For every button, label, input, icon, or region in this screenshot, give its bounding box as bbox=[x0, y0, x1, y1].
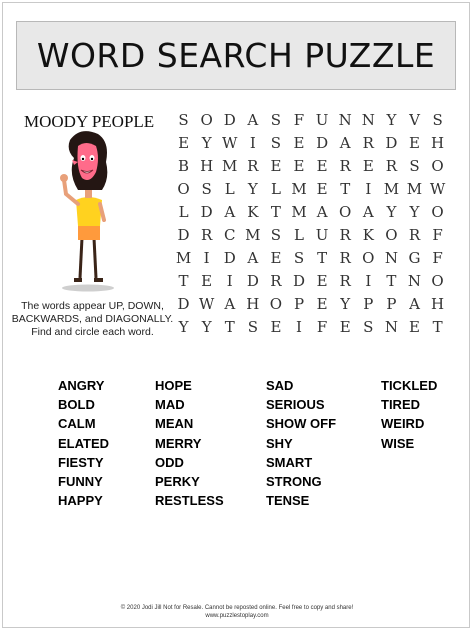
grid-letter[interactable]: M bbox=[222, 156, 238, 175]
grid-letter[interactable]: E bbox=[270, 156, 282, 175]
grid-letter[interactable]: S bbox=[432, 110, 443, 129]
grid-letter[interactable]: N bbox=[384, 249, 398, 268]
grid-letter[interactable]: S bbox=[178, 110, 189, 129]
title-banner bbox=[16, 21, 456, 90]
grid-letter[interactable]: E bbox=[409, 318, 420, 337]
grid-letter[interactable]: O bbox=[431, 272, 444, 291]
grid-letter[interactable]: D bbox=[385, 133, 398, 152]
grid-letter[interactable]: M bbox=[291, 179, 307, 198]
grid-letter[interactable]: D bbox=[223, 249, 236, 268]
word-list-item: ANGRY bbox=[58, 378, 105, 393]
grid-letter[interactable]: C bbox=[223, 226, 236, 245]
grid-letter[interactable]: H bbox=[431, 133, 445, 152]
grid-letter[interactable]: F bbox=[432, 226, 443, 245]
grid-letter[interactable]: E bbox=[178, 133, 190, 152]
grid-letter[interactable]: D bbox=[246, 272, 259, 291]
grid-letter[interactable]: K bbox=[362, 226, 374, 245]
grid-letter[interactable]: R bbox=[339, 226, 351, 245]
grid-letter[interactable]: I bbox=[203, 249, 210, 268]
grid-letter[interactable]: A bbox=[247, 110, 259, 129]
grid-letter[interactable]: N bbox=[361, 110, 375, 129]
word-list-column-3 bbox=[266, 376, 336, 510]
grid-letter[interactable]: H bbox=[431, 295, 445, 314]
word-list-item: WISE bbox=[381, 435, 415, 451]
grid-letter[interactable]: I bbox=[249, 133, 256, 152]
grid-letter[interactable]: R bbox=[270, 272, 282, 291]
letter-grid bbox=[172, 108, 449, 339]
grid-letter[interactable]: E bbox=[339, 318, 351, 337]
grid-letter[interactable]: Y bbox=[201, 133, 212, 152]
grid-letter[interactable]: L bbox=[270, 179, 281, 198]
grid-letter[interactable]: I bbox=[365, 179, 372, 198]
word-list-item: STRONG bbox=[266, 473, 322, 489]
grid-letter[interactable]: A bbox=[316, 202, 328, 221]
grid-letter[interactable]: D bbox=[293, 272, 306, 291]
grid-letter[interactable]: E bbox=[270, 318, 282, 337]
grid-letter[interactable]: E bbox=[201, 272, 213, 291]
grid-letter[interactable]: S bbox=[363, 318, 374, 337]
word-list-item: TIRED bbox=[381, 397, 420, 413]
grid-letter[interactable]: T bbox=[317, 249, 328, 268]
grid-letter[interactable]: E bbox=[316, 156, 328, 175]
grid-letter[interactable]: D bbox=[316, 133, 329, 152]
grid-letter[interactable]: O bbox=[431, 156, 444, 175]
grid-letter[interactable]: S bbox=[293, 249, 305, 268]
grid-letter[interactable]: A bbox=[409, 295, 420, 314]
grid-letter[interactable]: Y bbox=[247, 179, 258, 198]
grid-letter[interactable]: Y bbox=[178, 318, 189, 337]
word-list-item: MERRY bbox=[155, 435, 202, 451]
instructions-line-3: Find and circle each word. bbox=[31, 326, 154, 338]
grid-letter[interactable]: D bbox=[177, 226, 190, 245]
grid-letter[interactable]: L bbox=[294, 226, 304, 245]
grid-letter[interactable]: O bbox=[385, 226, 398, 245]
grid-letter[interactable]: N bbox=[407, 272, 422, 291]
grid-letter[interactable]: O bbox=[339, 202, 352, 221]
grid-letter[interactable]: O bbox=[200, 110, 213, 129]
grid-letter[interactable]: T bbox=[224, 318, 235, 337]
grid-letter[interactable]: F bbox=[432, 249, 443, 268]
grid-letter[interactable]: H bbox=[246, 295, 260, 314]
grid-letter[interactable]: N bbox=[338, 110, 352, 129]
word-list-column-4 bbox=[381, 376, 437, 453]
grid-letter[interactable]: U bbox=[315, 226, 329, 245]
grid-letter[interactable]: D bbox=[223, 110, 236, 129]
word-list-item: ODD bbox=[155, 454, 184, 470]
grid-letter[interactable]: B bbox=[178, 156, 190, 175]
grid-letter[interactable]: F bbox=[316, 318, 328, 337]
grid-letter[interactable]: K bbox=[247, 202, 259, 221]
grid-letter[interactable]: R bbox=[339, 272, 351, 291]
grid-letter[interactable]: L bbox=[224, 179, 235, 198]
word-list-item: BOLD bbox=[58, 397, 95, 413]
grid-letter[interactable]: T bbox=[432, 318, 443, 337]
grid-letter[interactable]: O bbox=[177, 179, 190, 198]
word-list-item: TICKLED bbox=[381, 378, 438, 393]
grid-letter[interactable]: R bbox=[408, 226, 421, 245]
word-list-item: SMART bbox=[266, 454, 313, 470]
grid-letter[interactable]: T bbox=[270, 202, 281, 221]
grid-letter[interactable]: R bbox=[362, 133, 374, 152]
grid-letter[interactable]: S bbox=[270, 110, 282, 129]
word-list-item: SHOW OFF bbox=[266, 416, 337, 432]
grid-letter[interactable]: E bbox=[316, 272, 328, 291]
grid-letter[interactable]: G bbox=[408, 249, 421, 268]
footer-url: www.puzzlestoplay.com bbox=[205, 613, 269, 619]
grid-letter[interactable]: Y bbox=[386, 202, 397, 221]
word-list-item: MEAN bbox=[155, 416, 194, 432]
grid-letter[interactable]: Y bbox=[201, 318, 212, 337]
grid-letter[interactable]: L bbox=[178, 202, 189, 221]
grid-letter[interactable]: S bbox=[409, 156, 420, 175]
instructions-line-2: BACKWARDS, and DIAGONALLY. bbox=[11, 313, 174, 325]
grid-letter[interactable]: T bbox=[386, 272, 397, 291]
grid-letter[interactable]: A bbox=[362, 202, 374, 221]
grid-letter[interactable]: A bbox=[339, 133, 351, 152]
grid-letter[interactable]: O bbox=[362, 249, 375, 268]
grid-letter[interactable]: P bbox=[293, 295, 305, 314]
grid-letter[interactable]: Y bbox=[386, 110, 397, 129]
grid-letter[interactable]: W bbox=[429, 179, 446, 198]
puzzle-subtitle: MOODY PEOPLE bbox=[24, 112, 155, 131]
grid-letter[interactable]: Y bbox=[340, 295, 351, 314]
grid-letter[interactable]: P bbox=[363, 295, 374, 314]
word-list-item: RESTLESS bbox=[155, 493, 224, 509]
grid-letter[interactable]: M bbox=[245, 226, 261, 245]
grid-letter[interactable]: V bbox=[409, 110, 420, 129]
grid-letter[interactable]: P bbox=[386, 295, 397, 314]
word-list-item: PERKY bbox=[155, 473, 200, 489]
grid-letter[interactable]: W bbox=[198, 295, 215, 314]
word-list-item: TENSE bbox=[266, 493, 310, 509]
word-list-item: WEIRD bbox=[381, 416, 425, 432]
grid-letter[interactable]: F bbox=[293, 110, 305, 129]
grid-letter[interactable]: S bbox=[270, 133, 282, 152]
grid-letter[interactable]: I bbox=[296, 318, 302, 337]
grid-letter[interactable]: S bbox=[270, 226, 282, 245]
grid-letter[interactable]: M bbox=[291, 202, 307, 221]
footer-copyright: © 2020 Jodi Jill Not for Resale. Cannot be reposted online. Feel free to copy and share! bbox=[120, 605, 354, 611]
word-list-item: FUNNY bbox=[58, 473, 103, 489]
grid-letter[interactable]: O bbox=[269, 295, 283, 314]
grid-letter[interactable]: D bbox=[200, 202, 213, 221]
grid-letter[interactable]: I bbox=[226, 272, 233, 291]
grid-letter[interactable]: I bbox=[365, 272, 372, 291]
grid-letter[interactable]: E bbox=[293, 133, 305, 152]
word-list-item: HAPPY bbox=[58, 493, 103, 509]
word-list-item: CALM bbox=[58, 416, 96, 432]
word-list-column-2 bbox=[155, 376, 224, 510]
grid-letter[interactable]: M bbox=[406, 179, 423, 198]
footer bbox=[0, 604, 474, 620]
word-list-item: HOPE bbox=[155, 378, 192, 393]
grid-letter[interactable]: D bbox=[177, 295, 190, 314]
grid-letter[interactable]: E bbox=[362, 156, 374, 175]
grid-letter[interactable]: E bbox=[316, 179, 328, 198]
instructions bbox=[10, 300, 175, 339]
instructions-line-1: The words appear UP, DOWN, bbox=[21, 300, 164, 312]
grid-letter[interactable]: N bbox=[384, 318, 398, 337]
moody-person-illustration bbox=[40, 128, 130, 293]
grid-letter[interactable]: M bbox=[175, 249, 192, 268]
grid-letter[interactable]: A bbox=[224, 202, 236, 221]
grid-letter[interactable]: S bbox=[201, 179, 212, 198]
grid-letter[interactable]: A bbox=[224, 295, 236, 314]
word-list-item: SHY bbox=[266, 435, 293, 451]
grid-letter[interactable]: U bbox=[315, 110, 329, 129]
grid-letter[interactable]: O bbox=[431, 202, 444, 221]
grid-letter[interactable]: R bbox=[200, 226, 213, 245]
word-list-item: FIESTY bbox=[58, 454, 104, 470]
grid-letter[interactable]: E bbox=[270, 249, 282, 268]
grid-letter[interactable]: T bbox=[178, 272, 189, 291]
grid-letter[interactable]: E bbox=[409, 133, 420, 152]
grid-letter[interactable]: S bbox=[247, 318, 258, 337]
grid-letter[interactable]: R bbox=[339, 156, 351, 175]
grid-letter[interactable]: T bbox=[340, 179, 351, 198]
word-list-item: SERIOUS bbox=[266, 397, 325, 413]
page-title: WORD SEARCH PUZZLE bbox=[36, 36, 436, 75]
grid-letter[interactable]: Y bbox=[409, 202, 420, 221]
grid-letter[interactable]: H bbox=[200, 156, 214, 175]
word-list-item: ELATED bbox=[58, 435, 110, 451]
grid-letter[interactable]: W bbox=[222, 133, 238, 152]
word-list-item: MAD bbox=[155, 397, 185, 413]
grid-letter[interactable]: A bbox=[247, 249, 259, 268]
grid-letter[interactable]: R bbox=[339, 249, 351, 268]
grid-letter[interactable]: E bbox=[293, 156, 305, 175]
grid-letter[interactable]: E bbox=[316, 295, 328, 314]
word-list-column-1 bbox=[58, 376, 109, 510]
grid-letter[interactable]: R bbox=[247, 156, 259, 175]
grid-letter[interactable]: M bbox=[383, 179, 400, 198]
grid-letter[interactable]: R bbox=[385, 156, 398, 175]
word-list-item: SAD bbox=[266, 378, 294, 393]
